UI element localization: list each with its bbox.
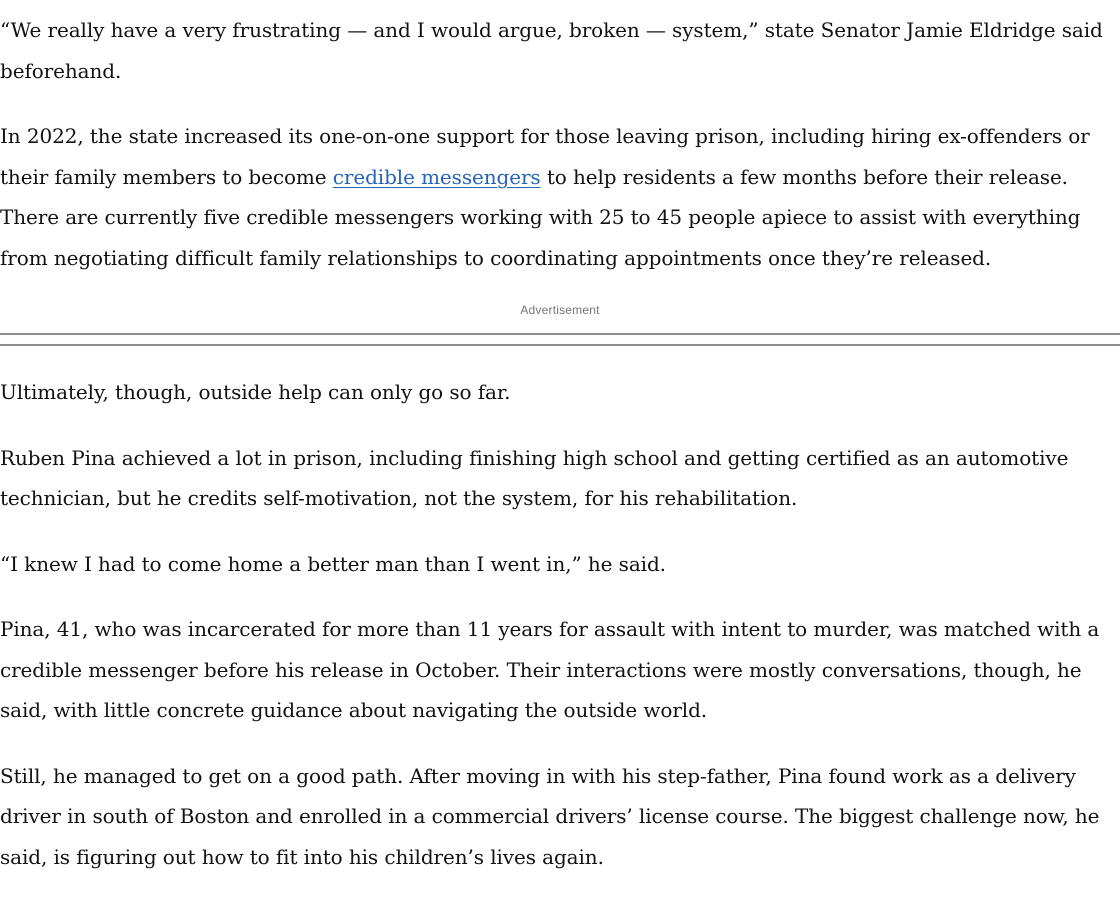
paragraph-text-before-link: In 2022, the state increased its one-on-one support for those leaving prison, including hiring ex-offenders or their family members to become <box>0 124 1090 189</box>
paragraph-pina-incarceration: Pina, 41, who was incarcerated for more than 11 years for assault with intent to murder, was matched with a credible messenger before his release in October. Their interactions were mostly conversations, though, he said, with little concrete guidance about navigating the outside world. <box>0 617 1100 722</box>
paragraph-pina-quote: “I knew I had to come home a better man than I went in,” he said. <box>0 551 666 576</box>
paragraph-text-after-link: to help residents a few months before their release. There are currently five credible messengers working with 25 to 45 people apiece to assist with everything from negotiating difficult family relationships to coordinating appointments once they’re released. <box>0 164 1081 270</box>
article-continued <box>0 372 1120 877</box>
paragraph-outside-help: Ultimately, though, outside help can only go so far. <box>0 380 511 404</box>
advertisement-slot <box>0 303 1120 346</box>
paragraph-credible-messengers <box>0 116 1120 278</box>
paragraph-pina-progress: Still, he managed to get on a good path. After moving in with his step-father, Pina found work as a delivery driver in south of Boston and enrolled in a commercial drivers’ license course. The biggest challenge now, he said, is figuring out how to fit into his children’s lives again. <box>0 763 1100 869</box>
advertisement-label: Advertisement <box>520 303 600 317</box>
advertisement-divider <box>0 333 1120 346</box>
credible-messengers-link[interactable]: credible messengers <box>332 164 541 189</box>
article-body <box>0 10 1120 902</box>
paragraph-ruben-pina: Ruben Pina achieved a lot in prison, including finishing high school and getting certified as an automotive technician, but he credits self-motivation, not the system, for his rehabilitation. <box>0 445 1069 510</box>
paragraph-eldridge-quote: “We really have a very frustrating — and I would argue, broken — system,” state Senator Jamie Eldridge said beforehand. <box>0 18 1103 83</box>
